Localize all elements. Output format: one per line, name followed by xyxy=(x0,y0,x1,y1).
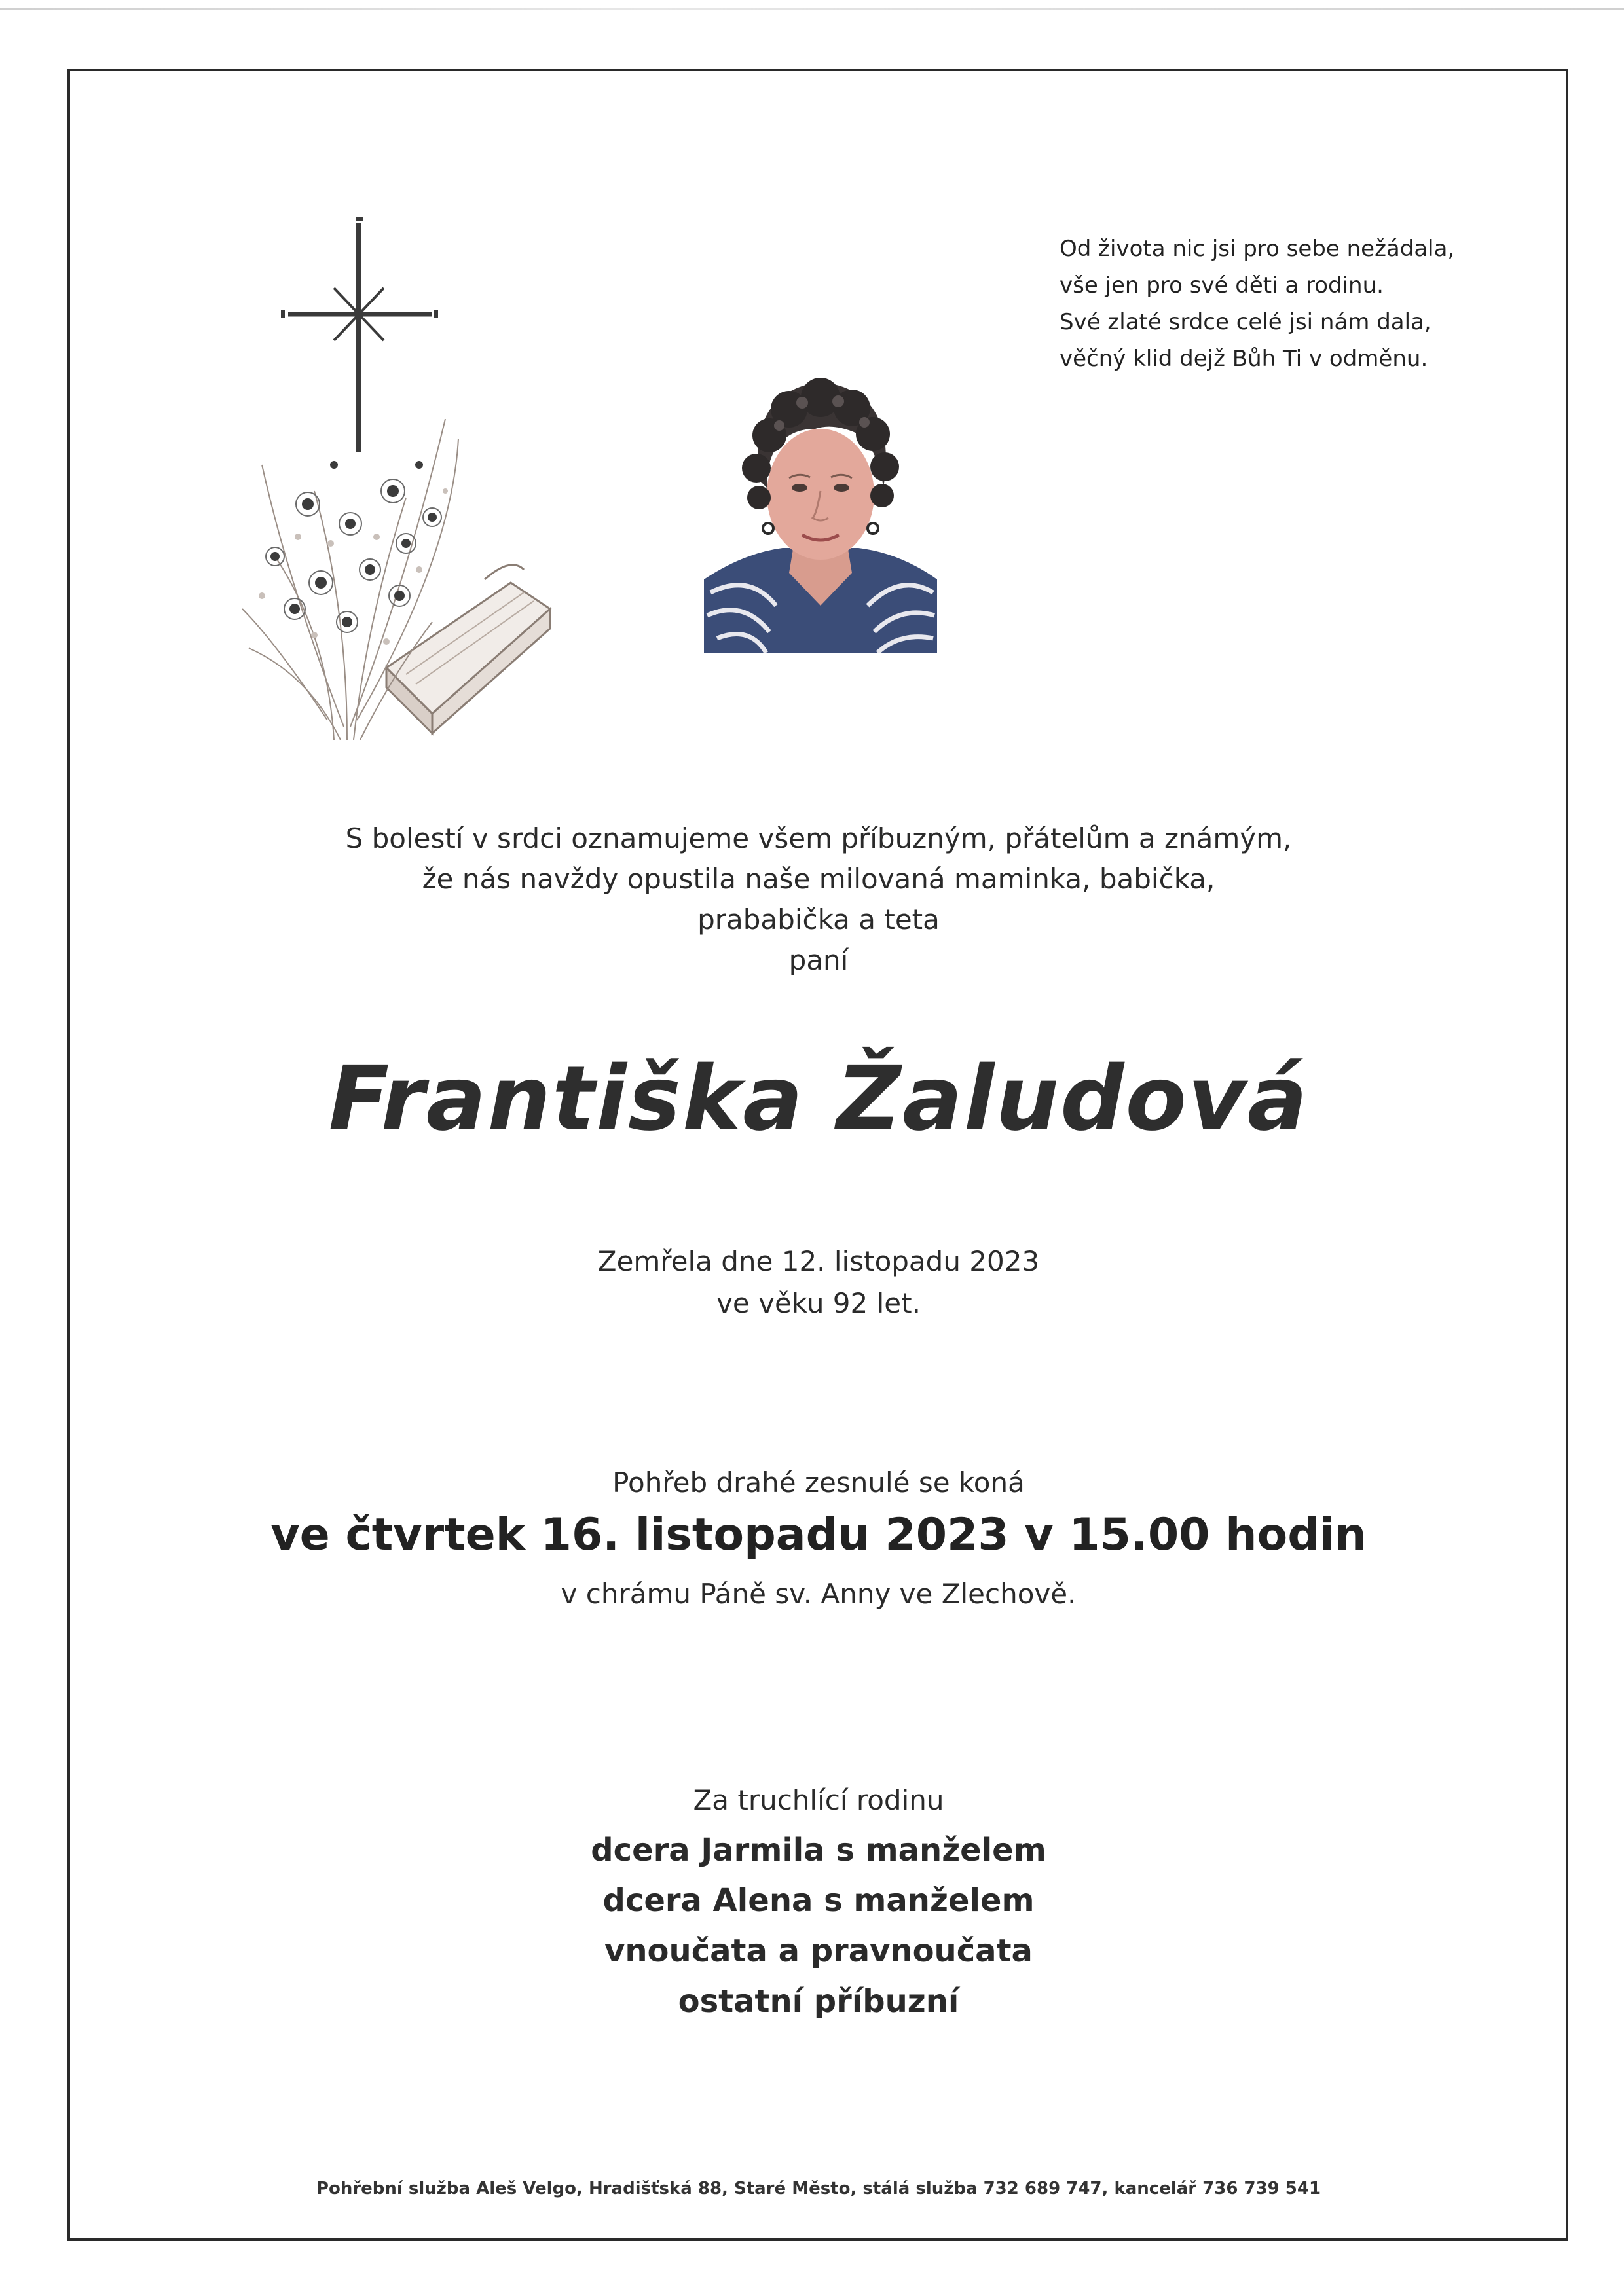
deceased-name: Františka Žaludová xyxy=(328,1048,1309,1151)
mourners-title: Za truchlící rodinu xyxy=(693,1784,944,1816)
announcement-line: paní xyxy=(788,944,849,976)
memorial-poem xyxy=(1060,230,1518,377)
mourner-entry: ostatní příbuzní xyxy=(678,1983,959,2020)
flower-blossoms xyxy=(259,461,448,645)
funeral-service-footer: Pohřební služba Aleš Velgo, Hradišťská 88, Staré Město, stálá služba 732 689 747, kancelář 736 739 541 xyxy=(316,2179,1321,2198)
funeral-intro: Pohřeb drahé zesnulé se koná xyxy=(612,1467,1025,1499)
scan-edge-line xyxy=(0,8,1624,10)
funeral-place: v chrámu Páně sv. Anny ve Zlechově. xyxy=(561,1578,1077,1610)
mourner-entry: dcera Jarmila s manželem xyxy=(591,1832,1046,1868)
death-date: Zemřela dne 12. listopadu 2023 xyxy=(597,1245,1040,1277)
poem-line: Od života nic jsi pro sebe nežádala, xyxy=(1060,236,1455,262)
announcement-text xyxy=(196,818,1441,981)
announcement-line: S bolestí v srdci oznamujeme všem příbuzným, přátelům a známým, xyxy=(345,822,1292,854)
book-icon xyxy=(386,565,550,733)
poem-line: vše jen pro své děti a rodinu. xyxy=(1060,272,1384,299)
death-age: ve věku 92 let. xyxy=(716,1287,921,1319)
cross-icon xyxy=(283,219,436,452)
mourner-entry: dcera Alena s manželem xyxy=(602,1882,1035,1919)
death-details xyxy=(196,1241,1441,1324)
announcement-line: že nás navždy opustila naše milovaná maminka, babička, xyxy=(422,863,1215,895)
poem-line: věčný klid dejž Bůh Ti v odměnu. xyxy=(1060,346,1428,372)
mourner-entry: vnoučata a pravnoučata xyxy=(604,1933,1033,1969)
cross-flowers-book-decoration xyxy=(236,216,563,753)
mourners-list xyxy=(196,1825,1441,2027)
portrait-photo xyxy=(704,357,937,653)
announcement-line: prababička a teta xyxy=(697,903,940,936)
poem-line: Své zlaté srdce celé jsi nám dala, xyxy=(1060,309,1431,335)
funeral-datetime: ve čtvrtek 16. listopadu 2023 v 15.00 hodin xyxy=(270,1509,1367,1561)
